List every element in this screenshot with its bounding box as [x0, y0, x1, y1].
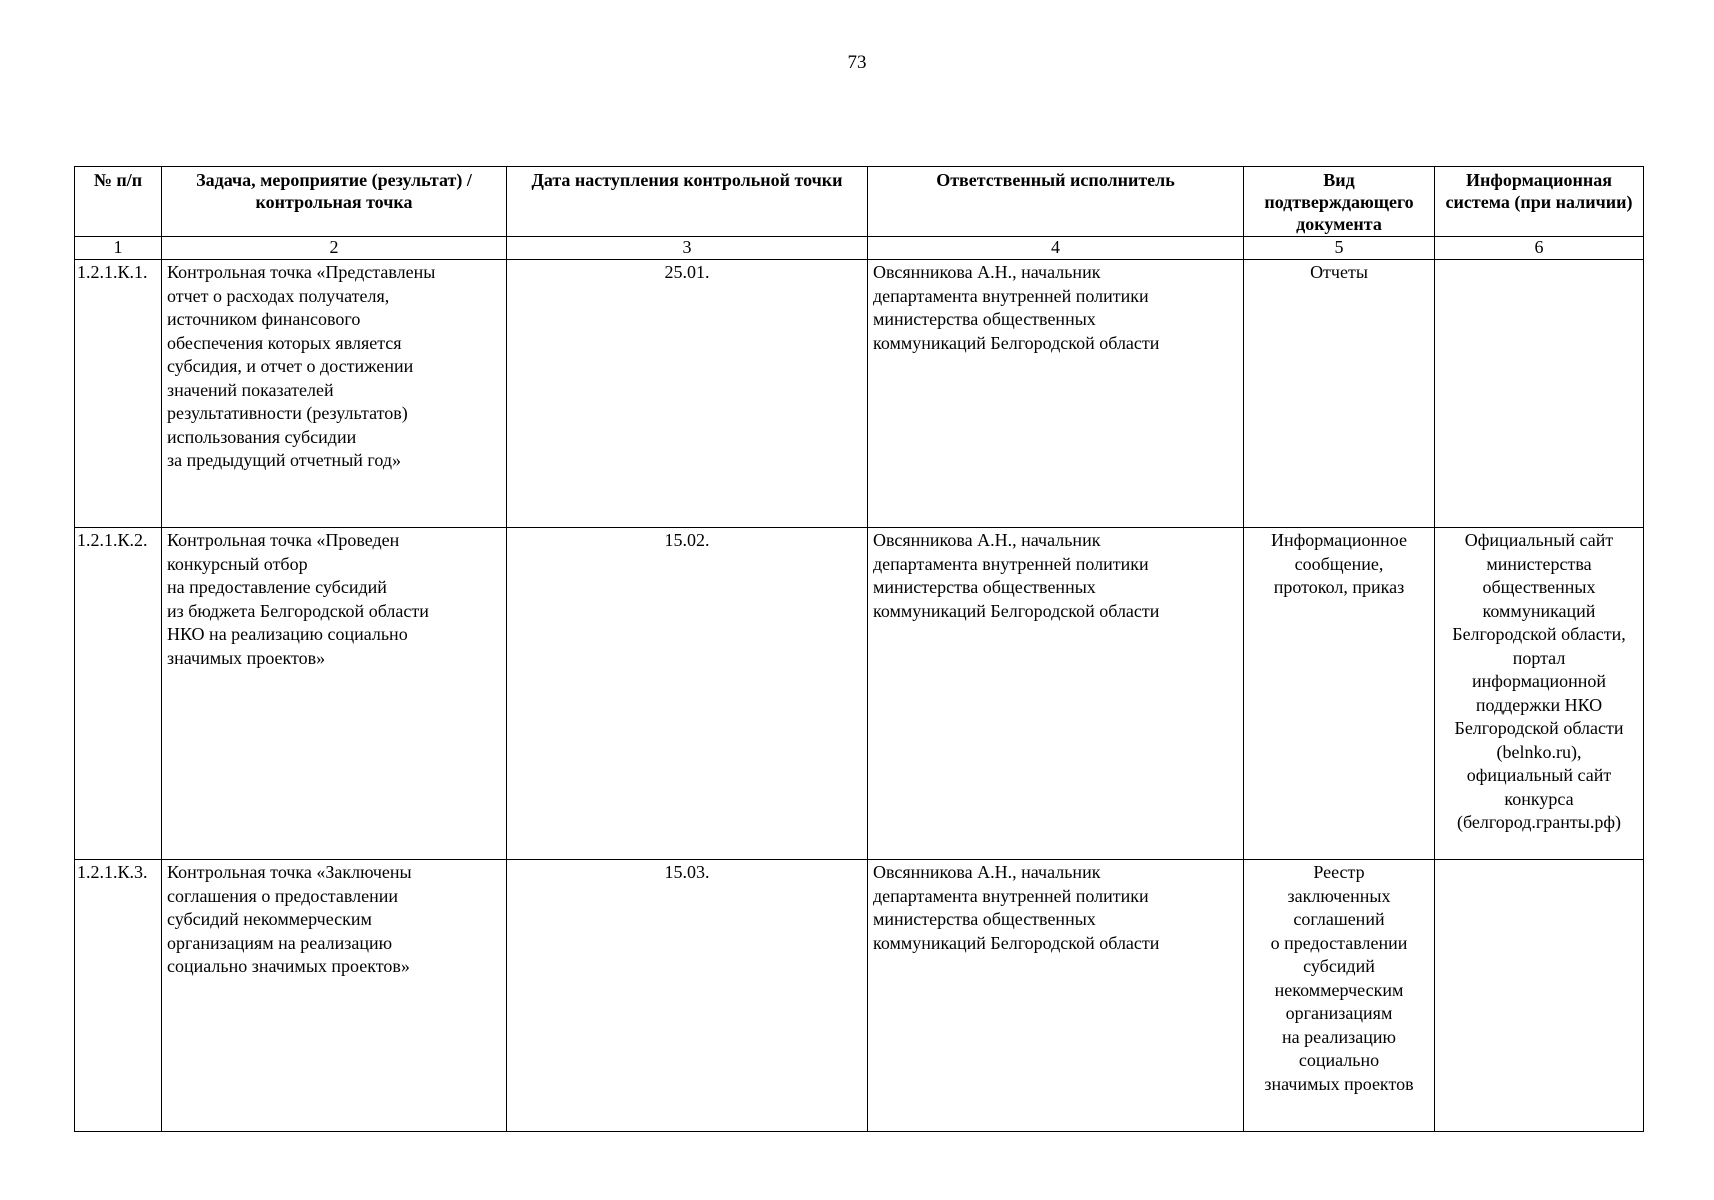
table-row — [75, 528, 1644, 860]
task-cell: Контрольная точка «Представлены отчет о расходах получателя, источником финансового обеспечения которых является субсидия, и отчет о достижении значений показателей результативности (результатов) использования субсидии за предыдущий отчетный год» — [162, 260, 507, 528]
column-number-cell: 4 — [868, 237, 1244, 260]
system-cell — [1435, 860, 1644, 1132]
executor-cell: Овсянникова А.Н., начальник департамента внутренней политики министерства общественных коммуникаций Белгородской области — [868, 260, 1244, 528]
task-cell: Контрольная точка «Заключены соглашения о предоставлении субсидий некоммерческим организациям на реализацию социально значимых проектов» — [162, 860, 507, 1132]
column-number-row — [75, 237, 1644, 260]
table-row — [75, 860, 1644, 1132]
column-number-cell: 5 — [1244, 237, 1435, 260]
column-number-cell: 6 — [1435, 237, 1644, 260]
date-cell: 25.01. — [507, 260, 868, 528]
date-cell: 15.03. — [507, 860, 868, 1132]
header-cell-number: № п/п — [75, 167, 162, 237]
header-cell-task: Задача, мероприятие (результат) / контрольная точка — [162, 167, 507, 237]
header-cell-document: Вид подтверждающего документа — [1244, 167, 1435, 237]
date-cell: 15.02. — [507, 528, 868, 860]
document-cell: Отчеты — [1244, 260, 1435, 528]
executor-cell: Овсянникова А.Н., начальник департамента внутренней политики министерства общественных коммуникаций Белгородской области — [868, 528, 1244, 860]
header-cell-system: Информационная система (при наличии) — [1435, 167, 1644, 237]
system-cell — [1435, 260, 1644, 528]
column-number-cell: 2 — [162, 237, 507, 260]
table-row — [75, 260, 1644, 528]
column-number-cell: 3 — [507, 237, 868, 260]
row-number-cell: 1.2.1.К.1. — [75, 260, 162, 528]
control-points-table — [74, 166, 1644, 1132]
document-cell: Реестр заключенных соглашений о предоставлении субсидий некоммерческим организациям на реализацию социально значимых проектов — [1244, 860, 1435, 1132]
page-number: 73 — [847, 52, 867, 73]
executor-cell: Овсянникова А.Н., начальник департамента внутренней политики министерства общественных коммуникаций Белгородской области — [868, 860, 1244, 1132]
header-cell-executor: Ответственный исполнитель — [868, 167, 1244, 237]
column-number-cell: 1 — [75, 237, 162, 260]
task-cell: Контрольная точка «Проведен конкурсный отбор на предоставление субсидий из бюджета Белгородской области НКО на реализацию социально значимых проектов» — [162, 528, 507, 860]
header-row — [75, 167, 1644, 237]
row-number-cell: 1.2.1.К.2. — [75, 528, 162, 860]
row-number-cell: 1.2.1.К.3. — [75, 860, 162, 1132]
header-cell-date: Дата наступления контрольной точки — [507, 167, 868, 237]
document-cell: Информационное сообщение, протокол, приказ — [1244, 528, 1435, 860]
system-cell: Официальный сайт министерства общественных коммуникаций Белгородской области, портал информационной поддержки НКО Белгородской области (belnko.ru), официальный сайт конкурса (белгород.гранты.рф) — [1435, 528, 1644, 860]
